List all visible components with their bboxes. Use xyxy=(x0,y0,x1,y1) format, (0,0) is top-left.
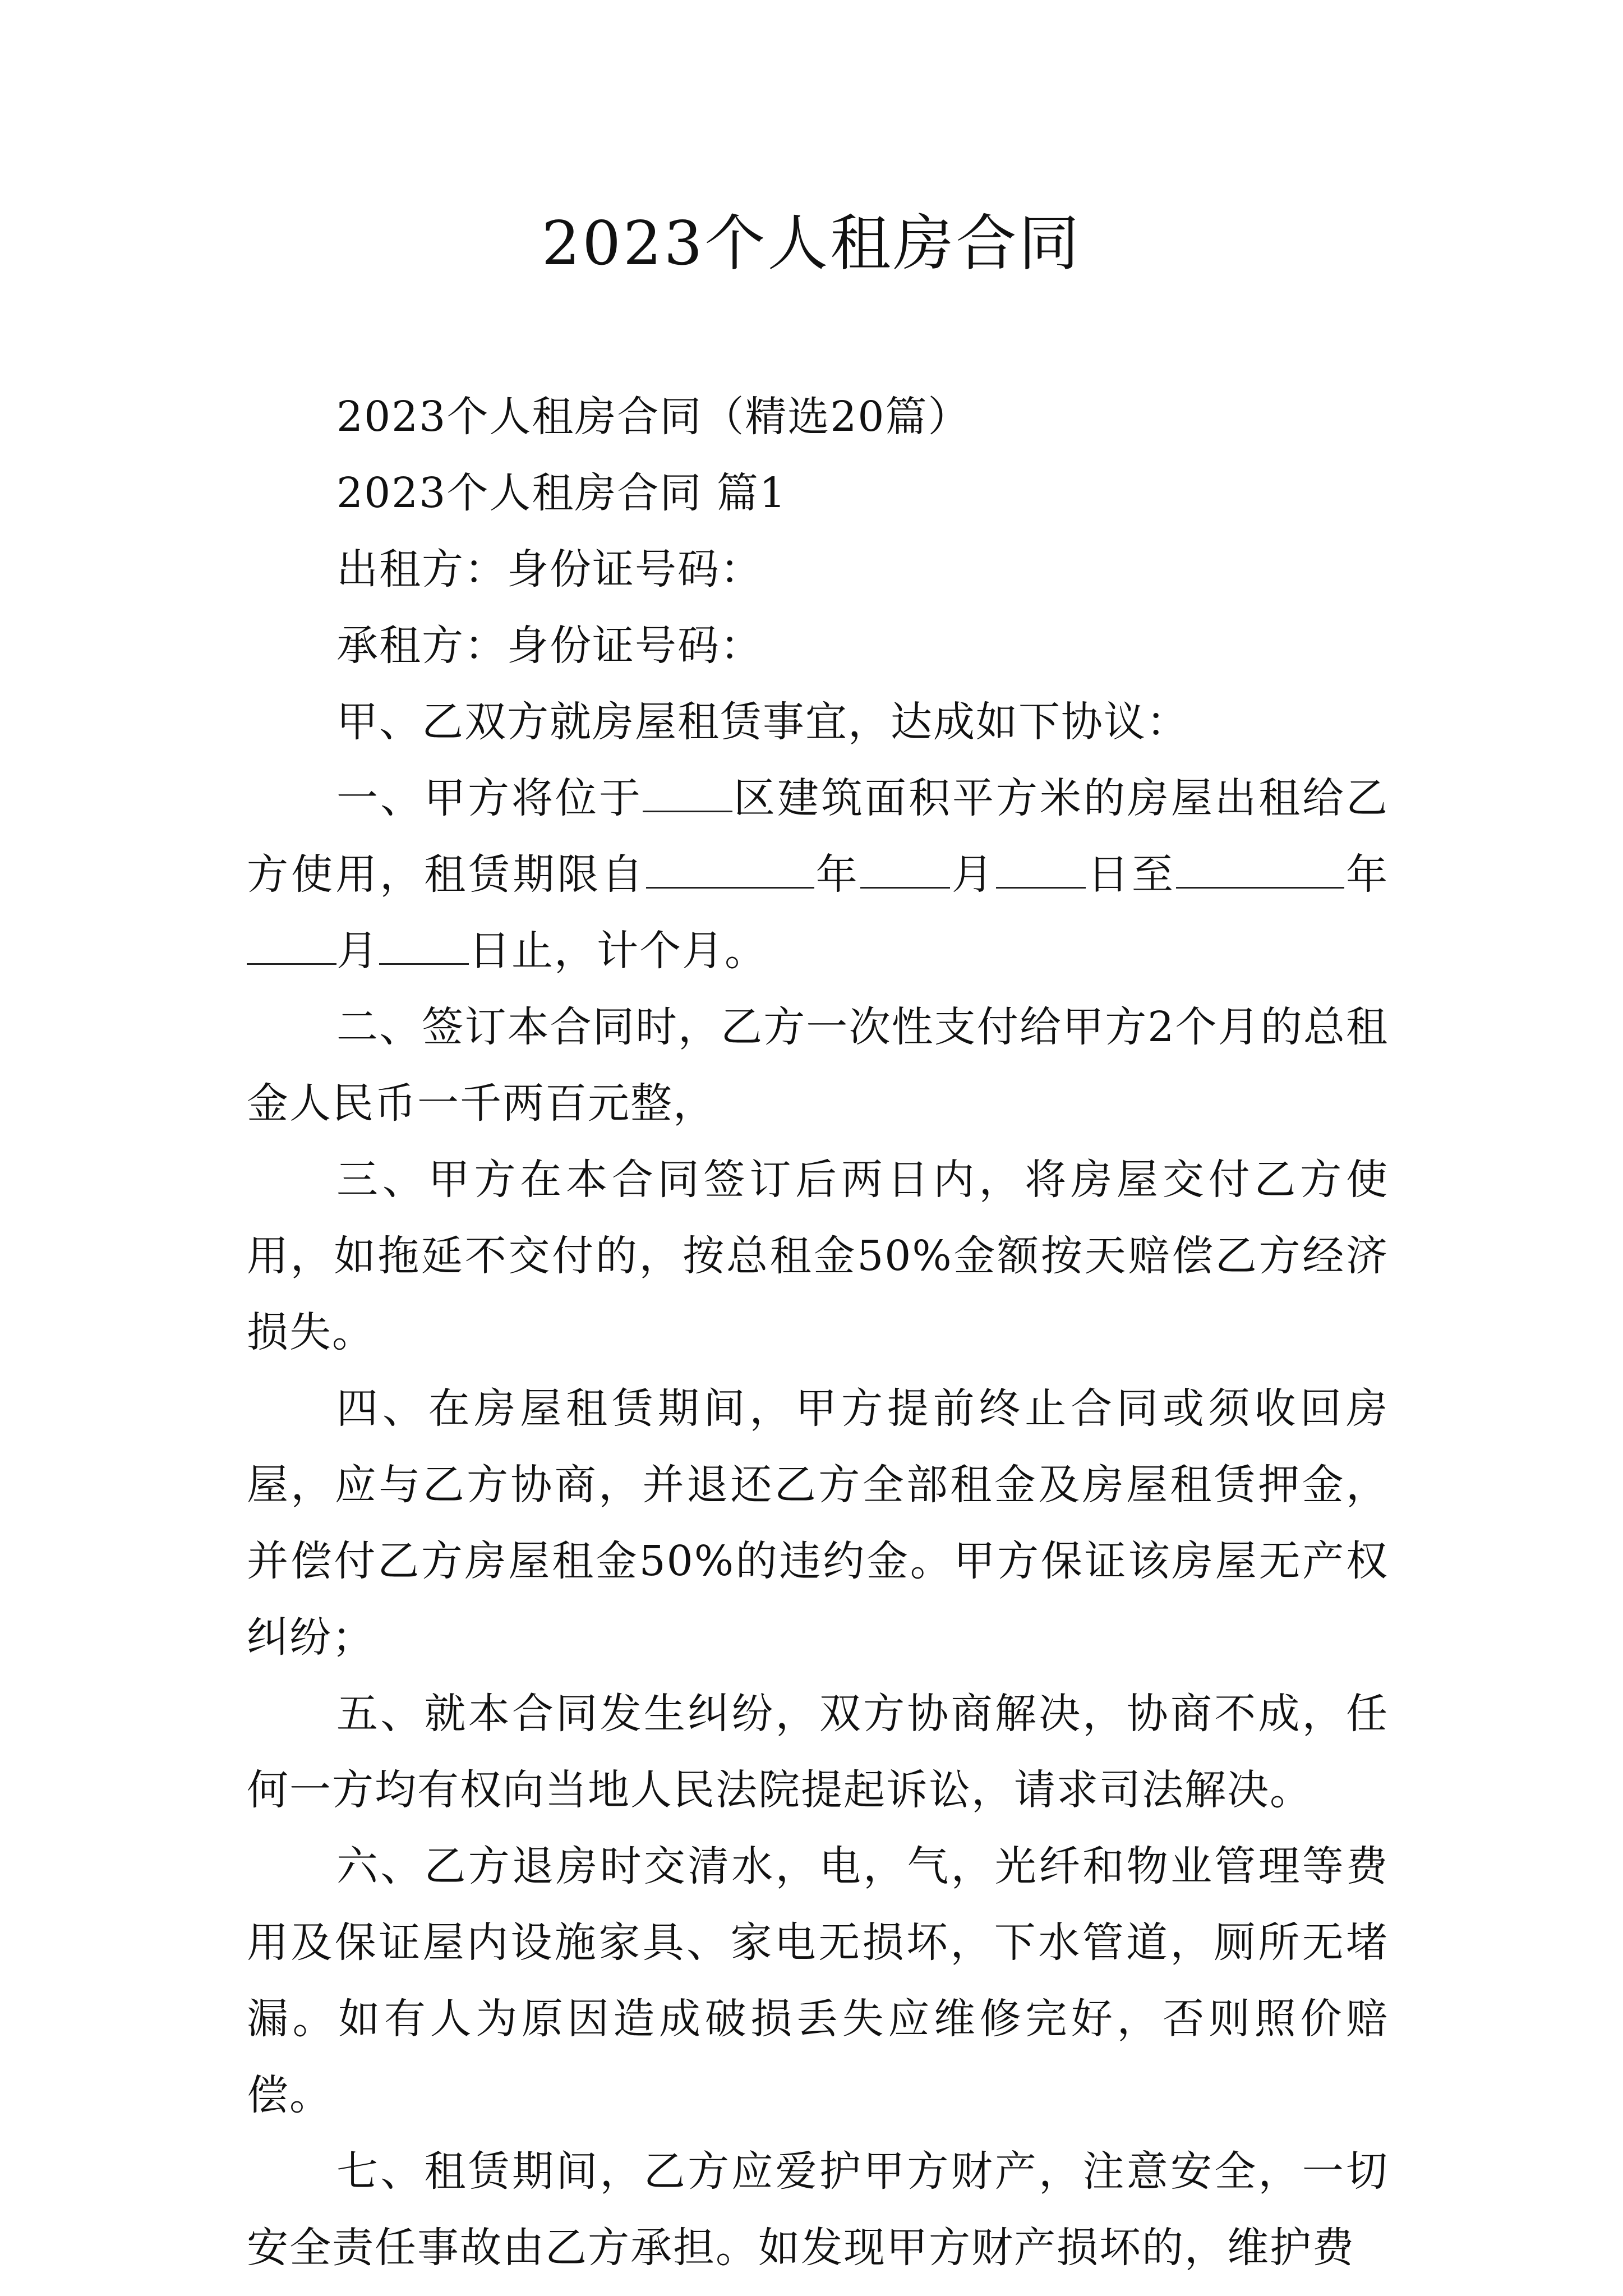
clause-one-text: 月 xyxy=(949,850,996,899)
paragraph-clause-four: 四、在房屋租赁期间，甲方提前终止合同或须收回房屋，应与乙方协商，并退还乙方全部租金及房屋租赁押金，并偿付乙方房屋租金50%的违约金。甲方保证该房屋无产权纠纷； xyxy=(247,1384,1389,1662)
fill-blank-district xyxy=(643,771,732,812)
paragraph-lessor: 出租方：身份证号码： xyxy=(336,545,763,593)
clause-one-text: 区建筑面积平方米的房屋出租给乙方使用，租赁期限自 xyxy=(247,774,1389,899)
paragraph-lessee: 承租方：身份证号码： xyxy=(336,622,763,670)
paragraph-clause-two: 二、签订本合同时，乙方一次性支付给甲方2个月的总租金人民币一千两百元整， xyxy=(247,1003,1389,1128)
clause-one-text: 月 xyxy=(336,927,379,975)
paragraph-section-heading: 2023个人租房合同 篇1 xyxy=(336,469,787,517)
fill-blank-start-day xyxy=(996,848,1086,889)
paragraph-clause-six: 六、乙方退房时交清水，电，气，光纤和物业管理等费用及保证屋内设施家具、家电无损坏，下水管道，厕所无堵漏。如有人为原因造成破损丢失应维修完好，否则照价赔偿。 xyxy=(247,1842,1389,2119)
fill-blank-end-year xyxy=(1176,848,1344,889)
clause-one-text: 日止，计个月。 xyxy=(469,927,767,975)
paragraph-clause-five: 五、就本合同发生纠纷，双方协商解决，协商不成，任何一方均有权向当地人民法院提起诉讼，请求司法解决。 xyxy=(247,1690,1389,1814)
paragraph-clause-seven: 七、租赁期间，乙方应爱护甲方财产，注意安全，一切安全责任事故由乙方承担。如发现甲方财产损坏的，维护费 xyxy=(247,2147,1389,2272)
paragraph-subtitle: 2023个人租房合同（精选20篇） xyxy=(336,393,971,441)
fill-blank-end-day xyxy=(379,924,469,965)
document-title: 2023个人租房合同 xyxy=(541,209,1082,279)
clause-one-text: 一、甲方将位于 xyxy=(336,774,643,822)
clause-one-text: 年 xyxy=(814,850,860,899)
fill-blank-start-year xyxy=(646,848,814,889)
paragraph-clause-one xyxy=(247,760,1389,989)
fill-blank-end-month xyxy=(247,924,336,965)
paragraph-clause-three: 三、甲方在本合同签订后两日内，将房屋交付乙方使用，如拖延不交付的，按总租金50%金额按天赔偿乙方经济损失。 xyxy=(247,1156,1389,1356)
clause-one-text: 年 xyxy=(1344,850,1389,899)
fill-blank-start-month xyxy=(860,848,950,889)
clause-one-text: 日至 xyxy=(1085,850,1176,899)
document-body xyxy=(247,379,1389,2286)
paragraph-agreement-intro: 甲、乙双方就房屋租赁事宜，达成如下协议： xyxy=(336,698,1189,746)
